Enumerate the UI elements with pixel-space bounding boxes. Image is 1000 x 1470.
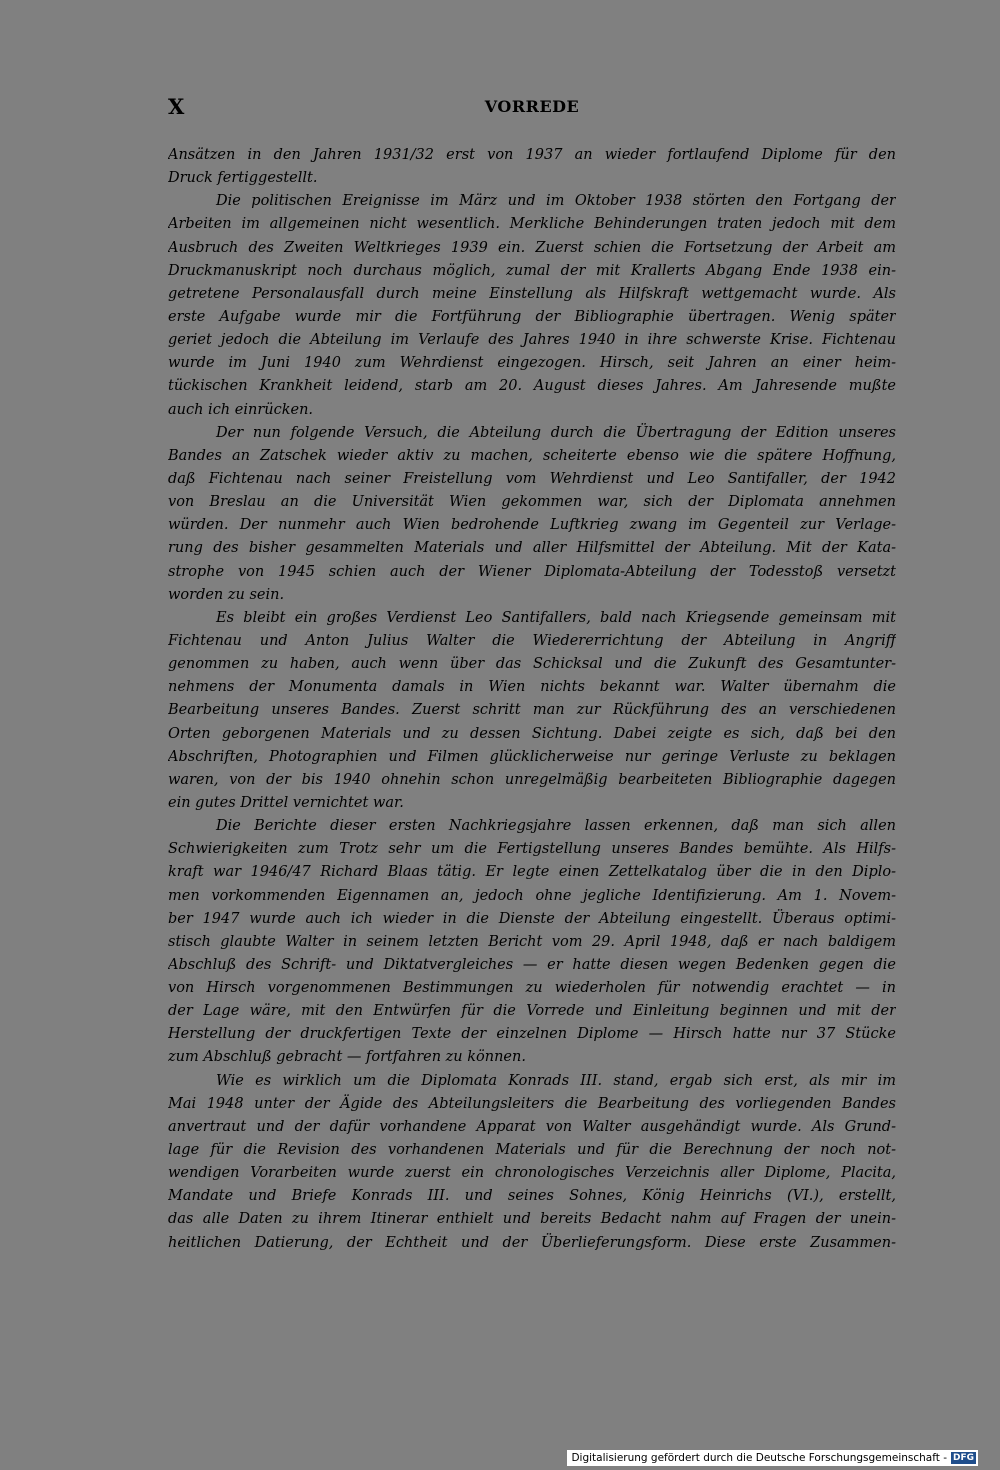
page-number: X — [168, 94, 185, 119]
text-line: von Hirsch vorgenommenen Bestimmungen zu wiederholen für notwendig erachtet — in — [168, 980, 896, 997]
text-line: ber 1947 wurde auch ich wieder in die Dienste der Abteilung eingestellt. Überaus optimi- — [168, 910, 896, 927]
text-line: von Breslau an die Universität Wien gekommen war, sich der Diplomata annehmen — [168, 494, 896, 511]
text-line: men vorkommenden Eigennamen an, jedoch ohne jegliche Identifizierung. Am 1. Novem- — [168, 887, 896, 904]
text-line: daß Fichtenau nach seiner Freistellung vom Wehrdienst und Leo Santifaller, der 1942 — [168, 470, 896, 487]
page-header — [168, 94, 896, 122]
text-line: ein gutes Drittel vernichtet war. — [168, 794, 404, 811]
text-line: Ausbruch des Zweiten Weltkrieges 1939 ein. Zuerst schien die Fortsetzung der Arbeit am — [168, 239, 896, 256]
text-line: tückischen Krankheit leidend, starb am 20. August dieses Jahres. Am Jahresende mußte — [168, 378, 896, 395]
text-line: Die Berichte dieser ersten Nachkriegsjahre lassen erkennen, daß man sich allen — [216, 818, 896, 835]
text-line: lage für die Revision des vorhandenen Materials und für die Berechnung der noch not- — [168, 1142, 896, 1159]
text-line: nehmens der Monumenta damals in Wien nichts bekannt war. Walter übernahm die — [168, 679, 896, 696]
text-line: Die politischen Ereignisse im März und im Oktober 1938 störten den Fortgang der — [216, 193, 896, 210]
text-line: heitlichen Datierung, der Echtheit und der Überlieferungsform. Diese erste Zusammen- — [168, 1234, 896, 1251]
dfg-logo: DFG — [952, 1453, 974, 1463]
text-line: Wie es wirklich um die Diplomata Konrads III. stand, ergab sich erst, als mir im — [216, 1072, 896, 1089]
text-line: Arbeiten im allgemeinen nicht wesentlich. Merkliche Behinderungen traten jedoch mit dem — [168, 216, 896, 233]
running-title: VORREDE — [484, 97, 580, 116]
text-line: genommen zu haben, auch wenn über das Schicksal und die Zukunft des Gesamtunter- — [168, 656, 896, 673]
text-line: Druck fertiggestellt. — [168, 170, 318, 187]
text-line: anvertraut und der dafür vorhandene Apparat von Walter ausgehändigt wurde. Als Grund- — [168, 1118, 896, 1135]
text-line: der Lage wäre, mit den Entwürfen für die Vorrede und Einleitung beginnen und mit der — [168, 1003, 896, 1020]
text-line: wendigen Vorarbeiten wurde zuerst ein chronologisches Verzeichnis aller Diplome, Placita, — [168, 1165, 896, 1182]
text-line: das alle Daten zu ihrem Itinerar enthielt und bereits Bedacht nahm auf Fragen der unein- — [168, 1211, 896, 1228]
text-line: Ansätzen in den Jahren 1931/32 erst von 1937 an wieder fortlaufend Diplome für den — [168, 147, 896, 163]
text-line: Es bleibt ein großes Verdienst Leo Santifallers, bald nach Kriegsende gemeinsam mit — [216, 609, 896, 626]
text-line: Bandes an Zatschek wieder aktiv zu machen, scheiterte ebenso wie die spätere Hoffnung, — [168, 447, 896, 464]
text-line: zum Abschluß gebracht — fortfahren zu können. — [168, 1049, 526, 1066]
funding-note: Digitalisierung gefördert durch die Deutsche Forschungsgemeinschaft - — [571, 1452, 947, 1464]
text-line: rung des bisher gesammelten Materials und aller Hilfsmittel der Abteilung. Mit der Kata- — [168, 540, 896, 557]
text-line: erste Aufgabe wurde mir die Fortführung der Bibliographie übertragen. Wenig später — [168, 308, 896, 325]
text-line: stisch glaubte Walter in seinem letzten Bericht vom 29. April 1948, daß er nach baldigem — [168, 933, 896, 950]
text-line: Der nun folgende Versuch, die Abteilung durch die Übertragung der Edition unseres — [216, 424, 896, 441]
text-line: Mai 1948 unter der Ägide des Abteilungsleiters die Bearbeitung des vorliegenden Bandes — [168, 1095, 896, 1112]
text-line: Mandate und Briefe Konrads III. und seines Sohnes, König Heinrichs (VI.), erstellt, — [168, 1188, 896, 1205]
text-line: Orten geborgenen Materials und zu dessen Sichtung. Dabei zeigte es sich, daß bei den — [168, 725, 896, 742]
text-line: worden zu sein. — [168, 586, 285, 603]
text-line: Druckmanuskript noch durchaus möglich, zumal der mit Krallerts Abgang Ende 1938 ein- — [168, 262, 896, 279]
text-line: auch ich einrücken. — [168, 401, 314, 418]
text-line: waren, von der bis 1940 ohnehin schon unregelmäßig bearbeiteten Bibliographie dagegen — [168, 771, 896, 788]
text-line: Abschluß des Schrift- und Diktatvergleiches — er hatte diesen wegen Bedenken gegen die — [168, 956, 896, 973]
text-line: Schwierigkeiten zum Trotz sehr um die Fertigstellung unseres Bandes bemühte. Als Hilfs- — [168, 841, 896, 858]
text-line: getretene Personalausfall durch meine Einstellung als Hilfskraft wettgemacht wurde. Als — [168, 285, 896, 302]
text-line: strophe von 1945 schien auch der Wiener Diplomata-Abteilung der Todesstoß versetzt — [168, 563, 896, 580]
text-line: würden. Der nunmehr auch Wien bedrohende Luftkrieg zwang im Gegenteil zur Verlage- — [168, 517, 896, 534]
funding-footer — [567, 1450, 978, 1466]
text-line: Fichtenau und Anton Julius Walter die Wiedererrichtung der Abteilung in Angriff — [168, 632, 896, 649]
text-line: wurde im Juni 1940 zum Wehrdienst eingezogen. Hirsch, seit Jahren an einer heim- — [168, 355, 896, 372]
body-text — [168, 144, 896, 1255]
text-line: geriet jedoch die Abteilung im Verlaufe des Jahres 1940 in ihre schwerste Krise. Fichtenau — [168, 332, 896, 349]
text-line: kraft war 1946/47 Richard Blaas tätig. Er legte einen Zettelkatalog über die in den Diplo- — [168, 864, 896, 881]
text-line: Bearbeitung unseres Bandes. Zuerst schritt man zur Rückführung des an verschiedenen — [168, 702, 896, 719]
text-line: Herstellung der druckfertigen Texte der einzelnen Diplome — Hirsch hatte nur 37 Stücke — [168, 1026, 896, 1043]
text-line: Abschriften, Photographien und Filmen glücklicherweise nur geringe Verluste zu beklagen — [168, 748, 896, 765]
